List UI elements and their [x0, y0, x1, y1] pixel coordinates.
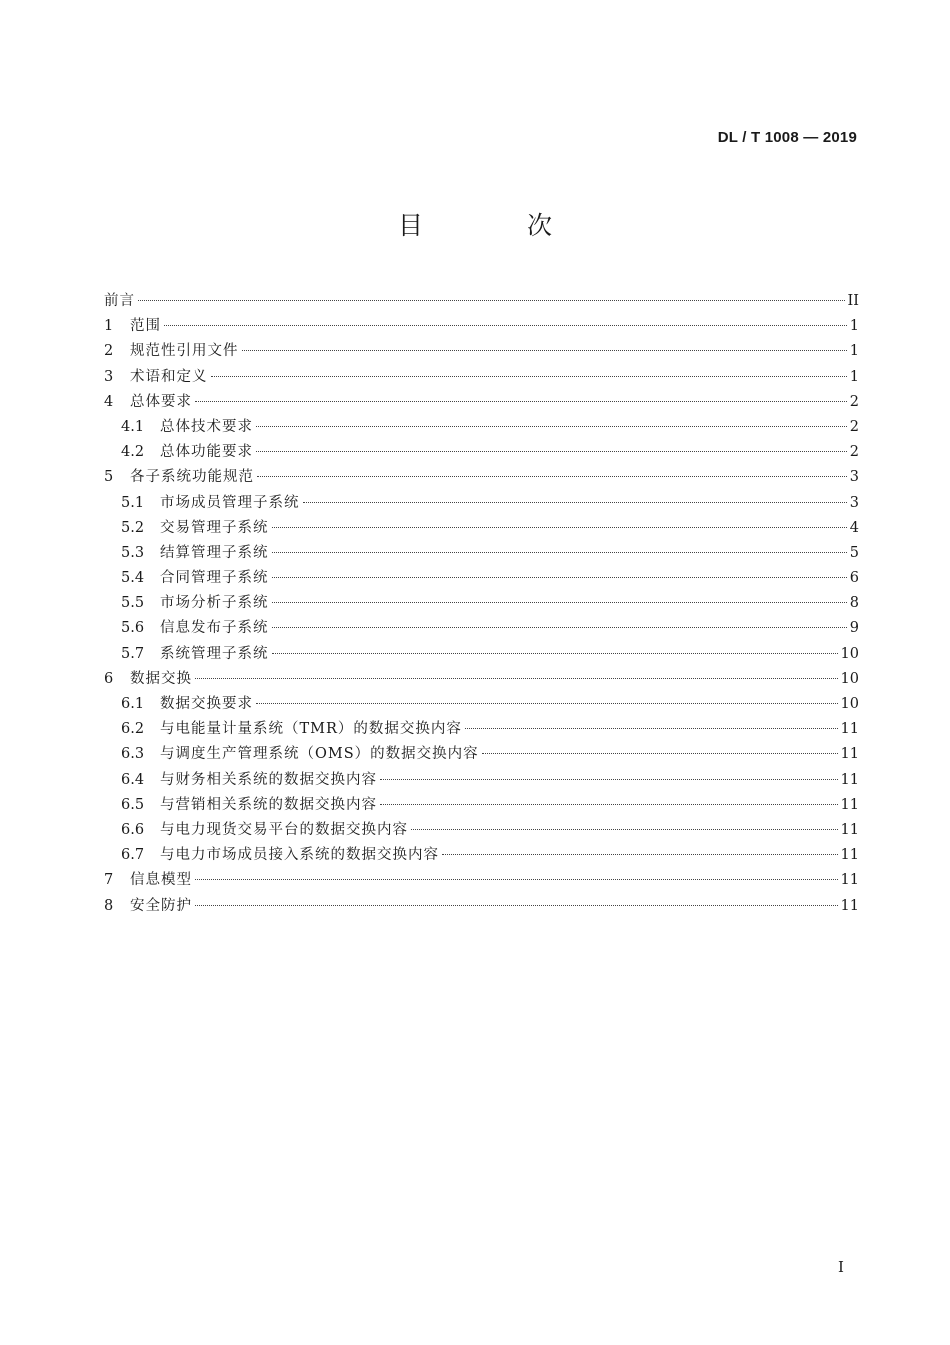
toc-leader-dots: [195, 905, 838, 906]
toc-leader-dots: [164, 325, 847, 326]
toc-entry-page: 9: [849, 620, 859, 637]
toc-leader-dots: [195, 879, 838, 880]
toc-leader-dots: [380, 804, 838, 805]
toc-entry-number: 6.4: [121, 771, 145, 788]
toc-entry-number: 5: [104, 469, 114, 486]
toc-entry[interactable]: [104, 491, 859, 516]
toc-entry-label: 数据交换要求: [160, 696, 253, 712]
toc-entry-label: 数据交换: [130, 670, 192, 687]
toc-entry-label: 信息模型: [130, 872, 192, 889]
toc-entry-label: 规范性引用文件: [130, 343, 239, 360]
toc-leader-dots: [272, 602, 847, 603]
toc-entry[interactable]: [104, 390, 859, 415]
toc-entry-number: 6.5: [121, 796, 145, 813]
toc-leader-dots: [272, 552, 847, 553]
toc-entry-page: II: [847, 293, 859, 309]
toc-entry-label: 系统管理子系统: [160, 645, 269, 662]
toc-entry-page: 5: [849, 544, 859, 561]
toc-leader-dots: [195, 678, 838, 679]
toc-entry-number: 5.2: [121, 519, 145, 536]
toc-entry-number: 6: [104, 670, 114, 687]
toc-entry-label: 总体功能要求: [160, 444, 253, 461]
toc-leader-dots: [195, 401, 847, 402]
toc-entry[interactable]: [104, 440, 859, 465]
toc-leader-dots: [211, 376, 847, 377]
toc-entry-label: 市场成员管理子系统: [160, 494, 300, 511]
toc-entry-page: 10: [840, 670, 859, 687]
toc-entry-label: 各子系统功能规范: [130, 469, 254, 486]
toc-leader-dots: [138, 300, 845, 301]
toc-entry-number: 2: [104, 343, 114, 360]
toc-leader-dots: [242, 350, 847, 351]
toc-entry-number: 1: [104, 318, 114, 335]
toc-entry-number: 6.7: [121, 847, 145, 864]
toc-entry[interactable]: [104, 289, 859, 314]
toc-entry-label: 交易管理子系统: [160, 519, 269, 536]
toc-entry-label: 与财务相关系统的数据交换内容: [160, 771, 377, 788]
toc-entry-number: 5.4: [121, 570, 145, 587]
toc-entry[interactable]: [104, 339, 859, 364]
toc-entry-label: 合同管理子系统: [160, 570, 269, 587]
toc-entry-label: 与调度生产管理系统（OMS）的数据交换内容: [160, 746, 479, 763]
toc-leader-dots: [482, 753, 838, 754]
toc-entry-label: 总体技术要求: [160, 418, 253, 435]
toc-entry-label: 前言: [104, 293, 135, 309]
toc-entry[interactable]: [104, 516, 859, 541]
toc-leader-dots: [442, 854, 838, 855]
toc-leader-dots: [272, 527, 847, 528]
toc-entry[interactable]: [104, 591, 859, 616]
toc-entry-page: 1: [849, 343, 859, 360]
toc-entry-label: 信息发布子系统: [160, 620, 269, 637]
toc-entry-page: 1: [849, 368, 859, 385]
toc-entry[interactable]: [104, 365, 859, 390]
page-title: 目 次: [398, 211, 600, 240]
toc-entry[interactable]: [104, 793, 859, 818]
toc-entry-number: 5.7: [121, 645, 145, 662]
toc-entry[interactable]: [104, 415, 859, 440]
toc-leader-dots: [272, 653, 838, 654]
toc-entry[interactable]: [104, 465, 859, 490]
toc-entry-page: 10: [840, 696, 859, 712]
toc-entry[interactable]: [104, 768, 859, 793]
toc-leader-dots: [256, 703, 838, 704]
toc-entry-number: 4: [104, 393, 114, 410]
toc-entry-page: 3: [849, 469, 859, 486]
toc-entry-number: 8: [104, 897, 114, 914]
toc-entry[interactable]: [104, 818, 859, 843]
toc-leader-dots: [303, 502, 847, 503]
toc-entry-label: 术语和定义: [130, 368, 208, 385]
toc-entry[interactable]: [104, 314, 859, 339]
toc-entry[interactable]: [104, 843, 859, 868]
toc-entry-page: 11: [840, 721, 859, 738]
toc-entry-page: 11: [840, 796, 859, 813]
toc-entry[interactable]: [104, 742, 859, 767]
toc-entry-page: 11: [840, 847, 859, 864]
toc-entry-number: 6.1: [121, 696, 145, 712]
toc-leader-dots: [272, 627, 847, 628]
toc-entry-label: 总体要求: [130, 393, 192, 410]
toc-entry-number: 5.5: [121, 595, 145, 612]
toc-entry-page: 11: [840, 821, 859, 838]
toc-entry-page: 11: [840, 746, 859, 763]
toc-entry-number: 6.6: [121, 821, 145, 838]
toc-leader-dots: [411, 829, 838, 830]
toc-entry-page: 2: [849, 418, 859, 435]
toc-entry-label: 与电力市场成员接入系统的数据交换内容: [160, 847, 439, 864]
toc-entry-label: 与电能量计量系统（TMR）的数据交换内容: [160, 721, 462, 738]
toc-entry-label: 与电力现货交易平台的数据交换内容: [160, 821, 408, 838]
toc-entry-label: 市场分析子系统: [160, 595, 269, 612]
toc-entry[interactable]: [104, 566, 859, 591]
toc-entry-page: 4: [849, 519, 859, 536]
toc-entry[interactable]: [104, 717, 859, 742]
page-number: I: [838, 1258, 844, 1276]
toc-entry-label: 安全防护: [130, 897, 192, 914]
toc-entry-page: 1: [849, 318, 859, 335]
toc-entry-number: 5.1: [121, 494, 145, 511]
toc-leader-dots: [380, 779, 838, 780]
toc-entry[interactable]: [104, 868, 859, 893]
toc-entry-number: 5.3: [121, 544, 145, 561]
toc-entry-page: 2: [849, 393, 859, 410]
toc-entry-label: 结算管理子系统: [160, 544, 269, 561]
toc-entry-number: 5.6: [121, 620, 145, 637]
toc-entry-label: 范围: [130, 318, 161, 335]
toc-leader-dots: [465, 728, 838, 729]
toc-leader-dots: [257, 476, 847, 477]
toc-leader-dots: [272, 577, 847, 578]
toc-entry-page: 11: [840, 872, 859, 889]
toc-entry-page: 11: [840, 897, 859, 914]
table-of-contents: [104, 289, 859, 919]
toc-entry-number: 6.3: [121, 746, 145, 763]
toc-entry[interactable]: [104, 667, 859, 692]
toc-entry-page: 2: [849, 444, 859, 461]
toc-entry-page: 8: [849, 595, 859, 612]
toc-entry-label: 与营销相关系统的数据交换内容: [160, 796, 377, 813]
toc-leader-dots: [256, 426, 847, 427]
toc-entry[interactable]: [104, 541, 859, 566]
toc-entry-page: 6: [849, 570, 859, 587]
toc-entry-page: 10: [840, 645, 859, 662]
toc-entry-number: 4.1: [121, 418, 145, 435]
toc-leader-dots: [256, 451, 847, 452]
toc-entry[interactable]: [104, 692, 859, 717]
standard-code: DL / T 1008 — 2019: [717, 129, 857, 146]
toc-entry-number: 3: [104, 368, 114, 385]
toc-entry-page: 3: [849, 494, 859, 511]
toc-entry[interactable]: [104, 616, 859, 641]
toc-entry-number: 4.2: [121, 444, 145, 461]
toc-entry-number: 6.2: [121, 721, 145, 738]
toc-entry-page: 11: [840, 771, 859, 788]
toc-entry[interactable]: [104, 894, 859, 919]
toc-entry-number: 7: [104, 872, 114, 889]
toc-entry[interactable]: [104, 642, 859, 667]
